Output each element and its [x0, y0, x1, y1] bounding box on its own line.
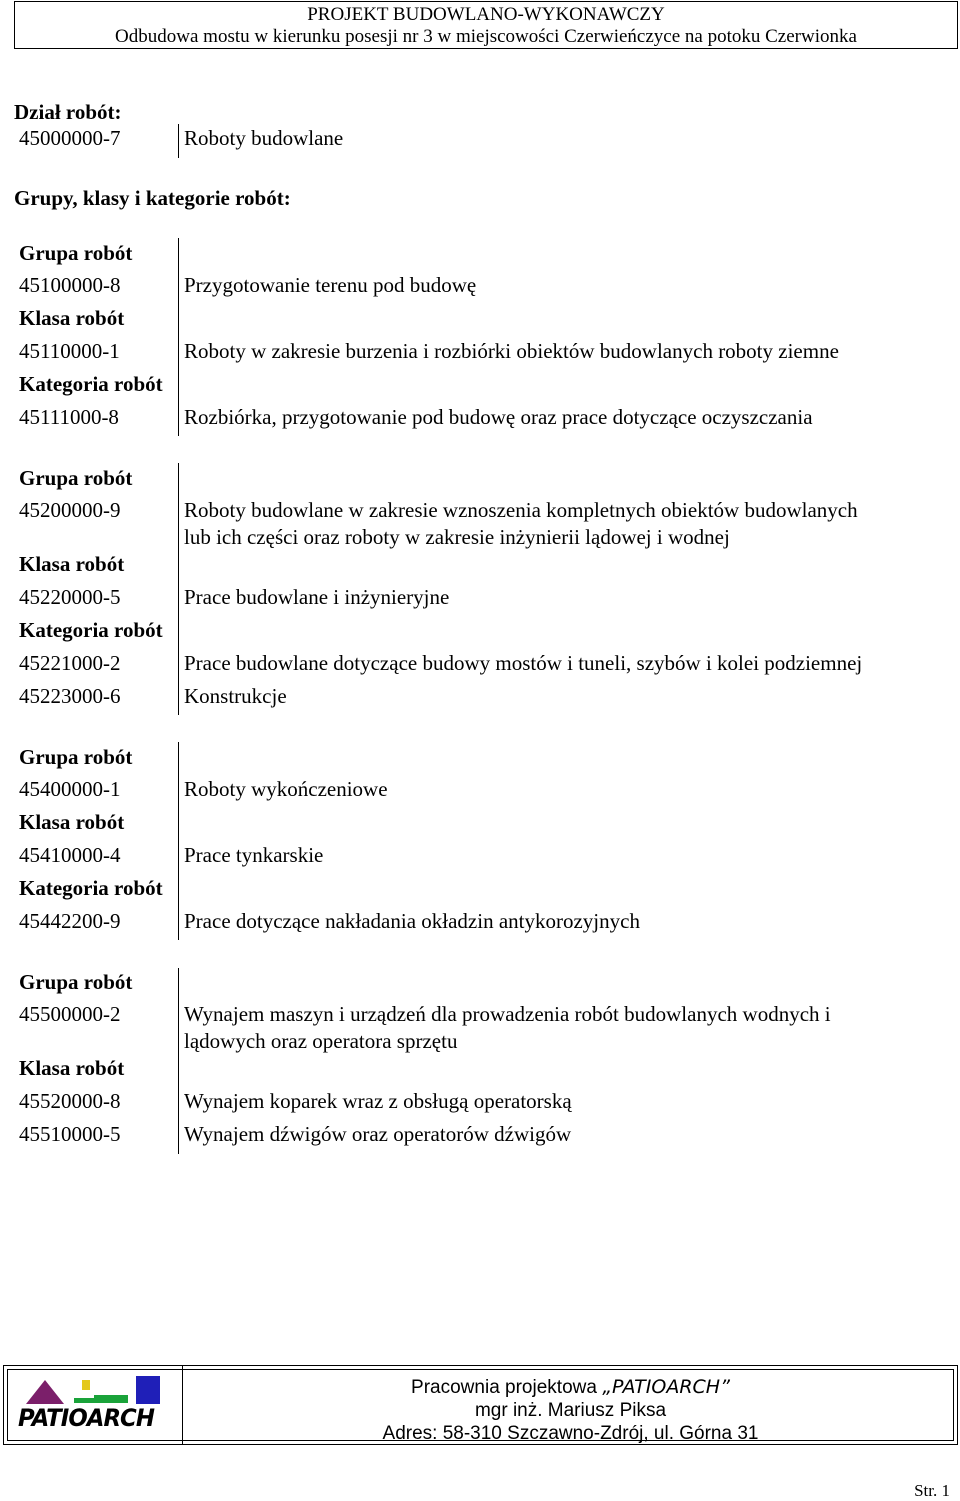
logo-square: [136, 1376, 160, 1404]
section1-grupa-label: Grupa robót: [19, 241, 133, 265]
section2-klasa-label: Klasa robót: [19, 552, 125, 576]
section4-divider: [178, 968, 179, 1154]
section3-divider: [178, 742, 179, 940]
page-number: Str. 1: [914, 1481, 950, 1500]
groups-heading: Grupy, klasy i kategorie robót:: [14, 186, 291, 210]
section3-klasa-desc: Prace tynkarskie: [184, 843, 324, 867]
dzial-label: Dział robót:: [14, 100, 122, 124]
header-subtitle: Odbudowa mostu w kierunku posesji nr 3 w miejscowości Czerwieńczyce na potoku Czerwionka: [115, 26, 857, 47]
section3-kategoria-desc: Prace dotyczące nakładania okładzin antykorozyjnych: [184, 909, 640, 933]
section3-kategoria-label: Kategoria robót: [19, 876, 163, 900]
patioarch-logo-icon: [18, 1372, 168, 1406]
logo-triangle: [26, 1380, 64, 1404]
section1-klasa-desc: Roboty w zakresie burzenia i rozbiórki obiektów budowlanych roboty ziemne: [184, 339, 839, 363]
dzial-desc: Roboty budowlane: [184, 126, 344, 150]
section1-divider: [178, 238, 179, 436]
section4-klasa1-desc: Wynajem koparek wraz z obsługą operatorską: [184, 1089, 572, 1113]
dzial-code: 45000000-7: [19, 126, 121, 150]
section1-kategoria-code: 45111000-8: [19, 405, 119, 429]
section4-klasa2-desc: Wynajem dźwigów oraz operatorów dźwigów: [184, 1122, 572, 1146]
section4-grupa-desc-2: lądowych oraz operatora sprzętu: [184, 1029, 458, 1053]
logo-text: PATIOARCH: [18, 1404, 154, 1432]
section4-grupa-code: 45500000-2: [19, 1002, 121, 1026]
section2-kategoria1-code: 45221000-2: [19, 651, 121, 675]
footer-studio-prefix: Pracownia projektowa: [411, 1377, 597, 1398]
footer-divider: [182, 1366, 183, 1444]
section4-klasa-label: Klasa robót: [19, 1056, 125, 1080]
section2-grupa-desc-1: Roboty budowlane w zakresie wznoszenia kompletnych obiektów budowlanych: [184, 498, 858, 522]
section2-kategoria2-code: 45223000-6: [19, 684, 121, 708]
section2-kategoria1-desc: Prace budowlane dotyczące budowy mostów i tuneli, szybów i kolei podziemnej: [184, 651, 863, 675]
header-title: PROJEKT BUDOWLANO-WYKONAWCZY: [307, 4, 665, 25]
section3-klasa-code: 45410000-4: [19, 843, 121, 867]
footer-info: [184, 1366, 957, 1444]
section2-kategoria-label: Kategoria robót: [19, 618, 163, 642]
section1-klasa-code: 45110000-1: [19, 339, 120, 363]
dzial-divider: [178, 124, 179, 158]
section2-grupa-code: 45200000-9: [19, 498, 121, 522]
logo-bar: [74, 1398, 94, 1403]
footer-studio-name: „PATIOARCH”: [602, 1376, 730, 1398]
section1-kategoria-label: Kategoria robót: [19, 372, 163, 396]
section3-grupa-label: Grupa robót: [19, 745, 133, 769]
logo-small-square: [82, 1380, 90, 1390]
section2-grupa-label: Grupa robót: [19, 466, 133, 490]
section4-grupa-label: Grupa robót: [19, 970, 133, 994]
section2-kategoria2-desc: Konstrukcje: [184, 684, 287, 708]
logo-bar-2: [94, 1395, 128, 1403]
section1-kategoria-desc: Rozbiórka, przygotowanie pod budowę oraz prace dotyczące oczyszczania: [184, 405, 813, 429]
document-header: [14, 1, 958, 49]
footer-author: mgr inż. Mariusz Piksa: [474, 1400, 667, 1421]
section2-klasa-code: 45220000-5: [19, 585, 121, 609]
section3-klasa-label: Klasa robót: [19, 810, 125, 834]
section2-grupa-desc-2: lub ich części oraz roboty w zakresie inżynierii lądowej i wodnej: [184, 525, 730, 549]
section3-kategoria-code: 45442200-9: [19, 909, 121, 933]
section3-grupa-desc: Roboty wykończeniowe: [184, 777, 388, 801]
section1-grupa-code: 45100000-8: [19, 273, 121, 297]
footer-address: Adres: 58-310 Szczawno-Zdrój, ul. Górna 31: [382, 1423, 759, 1444]
section1-klasa-label: Klasa robót: [19, 306, 125, 330]
section4-klasa1-code: 45520000-8: [19, 1089, 121, 1113]
section4-klasa2-code: 45510000-5: [19, 1122, 121, 1146]
section2-klasa-desc: Prace budowlane i inżynieryjne: [184, 585, 450, 609]
section2-divider: [178, 463, 179, 715]
section3-grupa-code: 45400000-1: [19, 777, 121, 801]
section4-grupa-desc-1: Wynajem maszyn i urządzeń dla prowadzenia robót budowlanych wodnych i: [184, 1002, 831, 1026]
section1-grupa-desc: Przygotowanie terenu pod budowę: [184, 273, 477, 297]
